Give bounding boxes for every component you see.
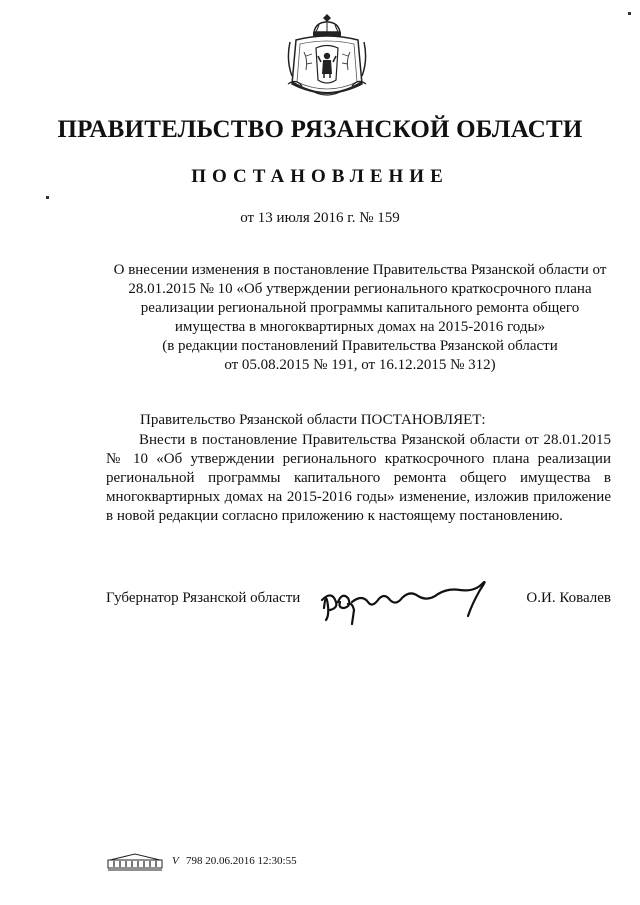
subject-line: (в редакции постановлений Правительства Рязанской области: [162, 338, 558, 354]
signature-block: [106, 590, 611, 630]
subject-line: имущества в многоквартирных домах на 2015-2016 годы»: [174, 319, 546, 335]
signer-name: О.И. Ковалев: [526, 590, 611, 606]
signer-position: Губернатор Рязанской области: [106, 590, 301, 606]
scan-artifact: [628, 12, 631, 15]
subject-line: 28.01.2015 № 10 «Об утверждении регионального краткосрочного плана: [128, 281, 592, 297]
government-title: ПРАВИТЕЛЬСТВО РЯЗАНСКОЙ ОБЛАСТИ: [57, 116, 583, 143]
building-stamp-icon: [104, 852, 166, 872]
scan-artifact: [46, 196, 49, 199]
body-paragraph: Внести в постановление Правительства Рязанской области от 28.01.2015 № 10 «Об утверждении регионального краткосрочного плана реализации региональной программы капитального ремонта общего имущества в многоквартирных домах на 2015-2016 годы» изменение, изложив приложение в новой редакции согласно приложению к настоящему постановлению.: [106, 432, 611, 524]
document-subject: [100, 261, 620, 375]
footer-mark: V: [172, 855, 179, 867]
document-type: ПОСТАНОВЛЕНИЕ: [191, 166, 449, 187]
handwritten-signature: [318, 578, 518, 628]
coat-of-arms-icon: [286, 12, 368, 100]
resolve-line: Правительство Рязанской области ПОСТАНОВЛЯЕТ:: [140, 412, 486, 428]
subject-line: от 05.08.2015 № 191, от 16.12.2015 № 312): [224, 357, 496, 373]
subject-line: О внесении изменения в постановление Правительства Рязанской области от: [113, 262, 607, 278]
subject-line: реализации региональной программы капитального ремонта общего: [140, 300, 580, 316]
footer-registration-meta: 798 20.06.2016 12:30:55: [186, 855, 297, 867]
document-date: от 13 июля 2016 г. № 159: [240, 210, 400, 226]
